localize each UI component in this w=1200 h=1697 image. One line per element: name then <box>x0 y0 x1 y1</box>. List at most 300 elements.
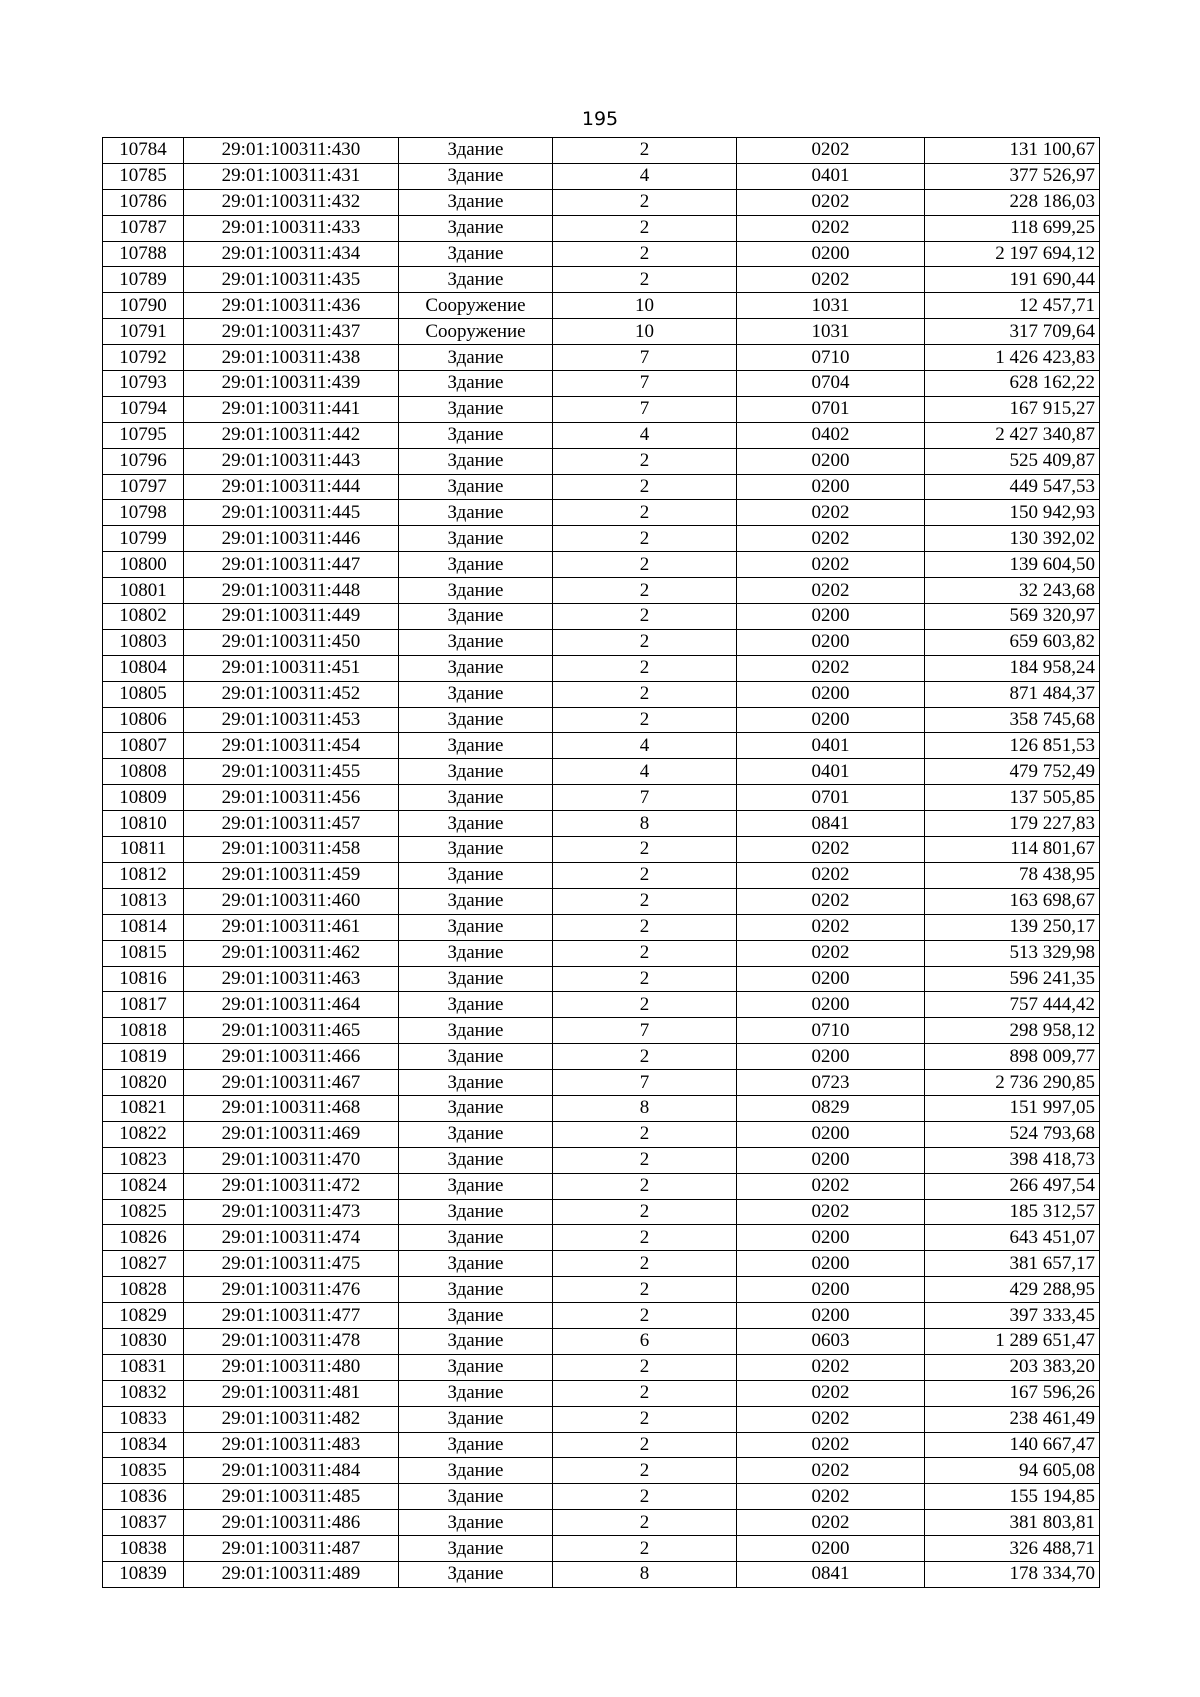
cadastral-value-cell: 94 605,08 <box>925 1458 1100 1484</box>
cadastral-value-cell: 167 596,26 <box>925 1380 1100 1406</box>
cadastral-number-cell: 29:01:100311:487 <box>184 1536 399 1562</box>
group-cell: 7 <box>553 1070 737 1096</box>
table-row <box>103 474 1100 500</box>
object-type-cell: Здание <box>399 1121 553 1147</box>
row-number-cell: 10830 <box>103 1328 184 1354</box>
object-type-cell: Здание <box>399 396 553 422</box>
group-cell: 2 <box>553 1277 737 1303</box>
cadastral-number-cell: 29:01:100311:445 <box>184 500 399 526</box>
group-cell: 2 <box>553 1251 737 1277</box>
subgroup-code-cell: 0202 <box>737 189 925 215</box>
object-type-cell: Здание <box>399 371 553 397</box>
subgroup-code-cell: 0202 <box>737 940 925 966</box>
subgroup-code-cell: 0200 <box>737 1303 925 1329</box>
object-type-cell: Здание <box>399 1251 553 1277</box>
cadastral-number-cell: 29:01:100311:435 <box>184 267 399 293</box>
cadastral-number-cell: 29:01:100311:449 <box>184 604 399 630</box>
cadastral-number-cell: 29:01:100311:483 <box>184 1432 399 1458</box>
subgroup-code-cell: 0200 <box>737 1121 925 1147</box>
subgroup-code-cell: 0202 <box>737 1484 925 1510</box>
group-cell: 2 <box>553 474 737 500</box>
cadastral-number-cell: 29:01:100311:458 <box>184 837 399 863</box>
cadastral-value-cell: 524 793,68 <box>925 1121 1100 1147</box>
subgroup-code-cell: 0202 <box>737 500 925 526</box>
table-row <box>103 1121 1100 1147</box>
cadastral-number-cell: 29:01:100311:436 <box>184 293 399 319</box>
cadastral-value-cell: 2 736 290,85 <box>925 1070 1100 1096</box>
cadastral-value-cell: 2 197 694,12 <box>925 241 1100 267</box>
row-number-cell: 10839 <box>103 1561 184 1587</box>
cadastral-value-cell: 1 289 651,47 <box>925 1328 1100 1354</box>
table-row <box>103 241 1100 267</box>
cadastral-number-cell: 29:01:100311:469 <box>184 1121 399 1147</box>
row-number-cell: 10817 <box>103 992 184 1018</box>
row-number-cell: 10832 <box>103 1380 184 1406</box>
table-row <box>103 914 1100 940</box>
group-cell: 2 <box>553 448 737 474</box>
cadastral-number-cell: 29:01:100311:481 <box>184 1380 399 1406</box>
row-number-cell: 10824 <box>103 1173 184 1199</box>
table-row <box>103 267 1100 293</box>
table-row <box>103 1432 1100 1458</box>
group-cell: 2 <box>553 500 737 526</box>
row-number-cell: 10789 <box>103 267 184 293</box>
object-type-cell: Здание <box>399 888 553 914</box>
cadastral-value-cell: 140 667,47 <box>925 1432 1100 1458</box>
object-type-cell: Здание <box>399 138 553 164</box>
cadastral-value-cell: 151 997,05 <box>925 1095 1100 1121</box>
group-cell: 2 <box>553 215 737 241</box>
row-number-cell: 10808 <box>103 759 184 785</box>
cadastral-number-cell: 29:01:100311:477 <box>184 1303 399 1329</box>
object-type-cell: Здание <box>399 785 553 811</box>
table-row <box>103 1328 1100 1354</box>
cadastral-value-cell: 139 604,50 <box>925 552 1100 578</box>
group-cell: 2 <box>553 1147 737 1173</box>
cadastral-value-cell: 525 409,87 <box>925 448 1100 474</box>
row-number-cell: 10837 <box>103 1510 184 1536</box>
row-number-cell: 10809 <box>103 785 184 811</box>
subgroup-code-cell: 0401 <box>737 163 925 189</box>
table-row <box>103 448 1100 474</box>
table-row <box>103 1561 1100 1587</box>
cadastral-number-cell: 29:01:100311:482 <box>184 1406 399 1432</box>
subgroup-code-cell: 0402 <box>737 422 925 448</box>
table-row <box>103 371 1100 397</box>
cadastral-number-cell: 29:01:100311:486 <box>184 1510 399 1536</box>
cadastral-value-cell: 185 312,57 <box>925 1199 1100 1225</box>
row-number-cell: 10787 <box>103 215 184 241</box>
object-type-cell: Здание <box>399 1225 553 1251</box>
subgroup-code-cell: 0202 <box>737 655 925 681</box>
table-row <box>103 966 1100 992</box>
subgroup-code-cell: 0200 <box>737 681 925 707</box>
object-type-cell: Здание <box>399 681 553 707</box>
group-cell: 2 <box>553 1354 737 1380</box>
row-number-cell: 10828 <box>103 1277 184 1303</box>
cadastral-number-cell: 29:01:100311:472 <box>184 1173 399 1199</box>
row-number-cell: 10786 <box>103 189 184 215</box>
subgroup-code-cell: 0200 <box>737 1044 925 1070</box>
object-type-cell: Здание <box>399 966 553 992</box>
cadastral-number-cell: 29:01:100311:459 <box>184 862 399 888</box>
subgroup-code-cell: 0603 <box>737 1328 925 1354</box>
cadastral-value-cell: 266 497,54 <box>925 1173 1100 1199</box>
cadastral-number-cell: 29:01:100311:432 <box>184 189 399 215</box>
cadastral-number-cell: 29:01:100311:444 <box>184 474 399 500</box>
group-cell: 4 <box>553 759 737 785</box>
group-cell: 4 <box>553 422 737 448</box>
cadastral-number-cell: 29:01:100311:474 <box>184 1225 399 1251</box>
subgroup-code-cell: 0202 <box>737 1173 925 1199</box>
object-type-cell: Здание <box>399 215 553 241</box>
subgroup-code-cell: 0710 <box>737 1018 925 1044</box>
subgroup-code-cell: 0701 <box>737 396 925 422</box>
table-row <box>103 992 1100 1018</box>
row-number-cell: 10793 <box>103 371 184 397</box>
object-type-cell: Здание <box>399 992 553 1018</box>
table-row <box>103 1354 1100 1380</box>
object-type-cell: Здание <box>399 707 553 733</box>
subgroup-code-cell: 0202 <box>737 1354 925 1380</box>
cadastral-number-cell: 29:01:100311:456 <box>184 785 399 811</box>
subgroup-code-cell: 0200 <box>737 992 925 1018</box>
table-row <box>103 1458 1100 1484</box>
subgroup-code-cell: 0200 <box>737 1225 925 1251</box>
cadastral-value-cell: 203 383,20 <box>925 1354 1100 1380</box>
cadastral-value-cell: 139 250,17 <box>925 914 1100 940</box>
object-type-cell: Здание <box>399 422 553 448</box>
row-number-cell: 10831 <box>103 1354 184 1380</box>
cadastral-number-cell: 29:01:100311:473 <box>184 1199 399 1225</box>
cadastral-number-cell: 29:01:100311:434 <box>184 241 399 267</box>
row-number-cell: 10821 <box>103 1095 184 1121</box>
table-row <box>103 1095 1100 1121</box>
row-number-cell: 10795 <box>103 422 184 448</box>
group-cell: 8 <box>553 811 737 837</box>
subgroup-code-cell: 0200 <box>737 1147 925 1173</box>
table-row <box>103 526 1100 552</box>
group-cell: 2 <box>553 1303 737 1329</box>
group-cell: 2 <box>553 267 737 293</box>
group-cell: 2 <box>553 241 737 267</box>
object-type-cell: Здание <box>399 733 553 759</box>
cadastral-number-cell: 29:01:100311:470 <box>184 1147 399 1173</box>
subgroup-code-cell: 0701 <box>737 785 925 811</box>
row-number-cell: 10813 <box>103 888 184 914</box>
group-cell: 2 <box>553 966 737 992</box>
row-number-cell: 10812 <box>103 862 184 888</box>
cadastral-value-cell: 449 547,53 <box>925 474 1100 500</box>
row-number-cell: 10794 <box>103 396 184 422</box>
row-number-cell: 10801 <box>103 578 184 604</box>
cadastral-number-cell: 29:01:100311:443 <box>184 448 399 474</box>
row-number-cell: 10833 <box>103 1406 184 1432</box>
table-row <box>103 189 1100 215</box>
cadastral-number-cell: 29:01:100311:480 <box>184 1354 399 1380</box>
group-cell: 2 <box>553 578 737 604</box>
group-cell: 2 <box>553 940 737 966</box>
object-type-cell: Здание <box>399 1199 553 1225</box>
cadastral-number-cell: 29:01:100311:475 <box>184 1251 399 1277</box>
subgroup-code-cell: 0401 <box>737 759 925 785</box>
cadastral-value-cell: 114 801,67 <box>925 837 1100 863</box>
row-number-cell: 10829 <box>103 1303 184 1329</box>
object-type-cell: Здание <box>399 1173 553 1199</box>
subgroup-code-cell: 0202 <box>737 1380 925 1406</box>
subgroup-code-cell: 0200 <box>737 241 925 267</box>
subgroup-code-cell: 0200 <box>737 1277 925 1303</box>
group-cell: 2 <box>553 189 737 215</box>
table-row <box>103 940 1100 966</box>
table-row <box>103 1225 1100 1251</box>
cadastral-number-cell: 29:01:100311:464 <box>184 992 399 1018</box>
cadastral-number-cell: 29:01:100311:439 <box>184 371 399 397</box>
cadastral-number-cell: 29:01:100311:455 <box>184 759 399 785</box>
row-number-cell: 10836 <box>103 1484 184 1510</box>
row-number-cell: 10791 <box>103 319 184 345</box>
group-cell: 7 <box>553 345 737 371</box>
object-type-cell: Здание <box>399 1510 553 1536</box>
object-type-cell: Здание <box>399 189 553 215</box>
group-cell: 2 <box>553 1432 737 1458</box>
group-cell: 2 <box>553 992 737 1018</box>
table-row <box>103 1199 1100 1225</box>
cadastral-value-cell: 628 162,22 <box>925 371 1100 397</box>
table-row <box>103 500 1100 526</box>
group-cell: 2 <box>553 862 737 888</box>
object-type-cell: Здание <box>399 1458 553 1484</box>
table-row <box>103 811 1100 837</box>
cadastral-value-cell: 130 392,02 <box>925 526 1100 552</box>
cadastral-value-cell: 228 186,03 <box>925 189 1100 215</box>
group-cell: 2 <box>553 1044 737 1070</box>
row-number-cell: 10803 <box>103 629 184 655</box>
subgroup-code-cell: 0202 <box>737 1458 925 1484</box>
subgroup-code-cell: 0200 <box>737 629 925 655</box>
table-row <box>103 655 1100 681</box>
subgroup-code-cell: 0202 <box>737 1406 925 1432</box>
object-type-cell: Здание <box>399 1095 553 1121</box>
cadastral-number-cell: 29:01:100311:478 <box>184 1328 399 1354</box>
row-number-cell: 10826 <box>103 1225 184 1251</box>
object-type-cell: Здание <box>399 1044 553 1070</box>
subgroup-code-cell: 0202 <box>737 1432 925 1458</box>
object-type-cell: Здание <box>399 1070 553 1096</box>
subgroup-code-cell: 0200 <box>737 707 925 733</box>
table-body <box>103 138 1100 1588</box>
row-number-cell: 10805 <box>103 681 184 707</box>
group-cell: 10 <box>553 319 737 345</box>
group-cell: 2 <box>553 888 737 914</box>
cadastral-value-cell: 178 334,70 <box>925 1561 1100 1587</box>
cadastral-value-cell: 163 698,67 <box>925 888 1100 914</box>
group-cell: 7 <box>553 396 737 422</box>
cadastral-value-cell: 191 690,44 <box>925 267 1100 293</box>
object-type-cell: Здание <box>399 500 553 526</box>
row-number-cell: 10820 <box>103 1070 184 1096</box>
group-cell: 7 <box>553 371 737 397</box>
row-number-cell: 10785 <box>103 163 184 189</box>
subgroup-code-cell: 0200 <box>737 448 925 474</box>
group-cell: 2 <box>553 1536 737 1562</box>
group-cell: 2 <box>553 707 737 733</box>
object-type-cell: Здание <box>399 1018 553 1044</box>
subgroup-code-cell: 0202 <box>737 1510 925 1536</box>
row-number-cell: 10823 <box>103 1147 184 1173</box>
row-number-cell: 10802 <box>103 604 184 630</box>
cadastral-value-cell: 78 438,95 <box>925 862 1100 888</box>
subgroup-code-cell: 0200 <box>737 474 925 500</box>
object-type-cell: Здание <box>399 1536 553 1562</box>
subgroup-code-cell: 0202 <box>737 526 925 552</box>
cadastral-value-cell: 32 243,68 <box>925 578 1100 604</box>
object-type-cell: Здание <box>399 1380 553 1406</box>
cadastral-value-cell: 569 320,97 <box>925 604 1100 630</box>
group-cell: 4 <box>553 733 737 759</box>
row-number-cell: 10797 <box>103 474 184 500</box>
row-number-cell: 10838 <box>103 1536 184 1562</box>
cadastral-number-cell: 29:01:100311:447 <box>184 552 399 578</box>
cadastral-value-cell: 381 803,81 <box>925 1510 1100 1536</box>
table-row <box>103 138 1100 164</box>
object-type-cell: Здание <box>399 1406 553 1432</box>
subgroup-code-cell: 0202 <box>737 215 925 241</box>
group-cell: 2 <box>553 526 737 552</box>
table-row <box>103 681 1100 707</box>
subgroup-code-cell: 0202 <box>737 267 925 293</box>
object-type-cell: Здание <box>399 1561 553 1587</box>
row-number-cell: 10811 <box>103 837 184 863</box>
table-row <box>103 319 1100 345</box>
row-number-cell: 10792 <box>103 345 184 371</box>
group-cell: 2 <box>553 138 737 164</box>
cadastral-number-cell: 29:01:100311:451 <box>184 655 399 681</box>
table-row <box>103 1303 1100 1329</box>
cadastral-value-cell: 150 942,93 <box>925 500 1100 526</box>
cadastral-number-cell: 29:01:100311:489 <box>184 1561 399 1587</box>
object-type-cell: Здание <box>399 811 553 837</box>
subgroup-code-cell: 0841 <box>737 811 925 837</box>
subgroup-code-cell: 0200 <box>737 966 925 992</box>
cadastral-value-cell: 1 426 423,83 <box>925 345 1100 371</box>
cadastral-value-cell: 381 657,17 <box>925 1251 1100 1277</box>
cadastral-number-cell: 29:01:100311:448 <box>184 578 399 604</box>
group-cell: 2 <box>553 681 737 707</box>
group-cell: 2 <box>553 604 737 630</box>
cadastral-value-cell: 137 505,85 <box>925 785 1100 811</box>
row-number-cell: 10822 <box>103 1121 184 1147</box>
table-row <box>103 422 1100 448</box>
table-row <box>103 733 1100 759</box>
row-number-cell: 10806 <box>103 707 184 733</box>
cadastral-value-cell: 12 457,71 <box>925 293 1100 319</box>
cadastral-value-cell: 298 958,12 <box>925 1018 1100 1044</box>
cadastral-value-cell: 326 488,71 <box>925 1536 1100 1562</box>
table-row <box>103 345 1100 371</box>
object-type-cell: Здание <box>399 241 553 267</box>
object-type-cell: Здание <box>399 578 553 604</box>
row-number-cell: 10815 <box>103 940 184 966</box>
row-number-cell: 10807 <box>103 733 184 759</box>
table-row <box>103 1251 1100 1277</box>
object-type-cell: Здание <box>399 837 553 863</box>
cadastral-number-cell: 29:01:100311:430 <box>184 138 399 164</box>
table-row <box>103 293 1100 319</box>
cadastral-value-cell: 871 484,37 <box>925 681 1100 707</box>
row-number-cell: 10835 <box>103 1458 184 1484</box>
cadastral-value-cell: 184 958,24 <box>925 655 1100 681</box>
cadastral-value-cell: 317 709,64 <box>925 319 1100 345</box>
table-row <box>103 759 1100 785</box>
row-number-cell: 10804 <box>103 655 184 681</box>
table-row <box>103 1380 1100 1406</box>
object-type-cell: Здание <box>399 1432 553 1458</box>
object-type-cell: Здание <box>399 1328 553 1354</box>
cadastral-number-cell: 29:01:100311:437 <box>184 319 399 345</box>
cadastral-value-cell: 131 100,67 <box>925 138 1100 164</box>
row-number-cell: 10810 <box>103 811 184 837</box>
cadastral-number-cell: 29:01:100311:452 <box>184 681 399 707</box>
cadastral-value-cell: 398 418,73 <box>925 1147 1100 1173</box>
table-row <box>103 629 1100 655</box>
group-cell: 8 <box>553 1561 737 1587</box>
cadastral-value-cell: 397 333,45 <box>925 1303 1100 1329</box>
object-type-cell: Здание <box>399 552 553 578</box>
group-cell: 2 <box>553 914 737 940</box>
group-cell: 4 <box>553 163 737 189</box>
table-row <box>103 1277 1100 1303</box>
row-number-cell: 10816 <box>103 966 184 992</box>
row-number-cell: 10799 <box>103 526 184 552</box>
subgroup-code-cell: 0202 <box>737 888 925 914</box>
group-cell: 2 <box>553 1458 737 1484</box>
group-cell: 2 <box>553 1121 737 1147</box>
cadastral-number-cell: 29:01:100311:466 <box>184 1044 399 1070</box>
subgroup-code-cell: 1031 <box>737 293 925 319</box>
table-row <box>103 1147 1100 1173</box>
cadastral-value-cell: 377 526,97 <box>925 163 1100 189</box>
object-type-cell: Здание <box>399 1354 553 1380</box>
subgroup-code-cell: 0202 <box>737 914 925 940</box>
cadastral-value-cell: 2 427 340,87 <box>925 422 1100 448</box>
group-cell: 7 <box>553 785 737 811</box>
table-row <box>103 396 1100 422</box>
group-cell: 2 <box>553 1199 737 1225</box>
cadastral-value-cell: 179 227,83 <box>925 811 1100 837</box>
row-number-cell: 10800 <box>103 552 184 578</box>
cadastral-number-cell: 29:01:100311:465 <box>184 1018 399 1044</box>
cadastral-value-cell: 479 752,49 <box>925 759 1100 785</box>
cadastral-value-cell: 358 745,68 <box>925 707 1100 733</box>
cadastral-value-cell: 596 241,35 <box>925 966 1100 992</box>
cadastral-value-cell: 513 329,98 <box>925 940 1100 966</box>
row-number-cell: 10784 <box>103 138 184 164</box>
table-row <box>103 163 1100 189</box>
table-row <box>103 1510 1100 1536</box>
cadastral-number-cell: 29:01:100311:431 <box>184 163 399 189</box>
table-row <box>103 785 1100 811</box>
cadastral-value-cell: 118 699,25 <box>925 215 1100 241</box>
table-row <box>103 552 1100 578</box>
subgroup-code-cell: 1031 <box>737 319 925 345</box>
cadastral-number-cell: 29:01:100311:462 <box>184 940 399 966</box>
group-cell: 2 <box>553 1380 737 1406</box>
cadastral-number-cell: 29:01:100311:457 <box>184 811 399 837</box>
table-row <box>103 862 1100 888</box>
group-cell: 8 <box>553 1095 737 1121</box>
cadastral-number-cell: 29:01:100311:453 <box>184 707 399 733</box>
